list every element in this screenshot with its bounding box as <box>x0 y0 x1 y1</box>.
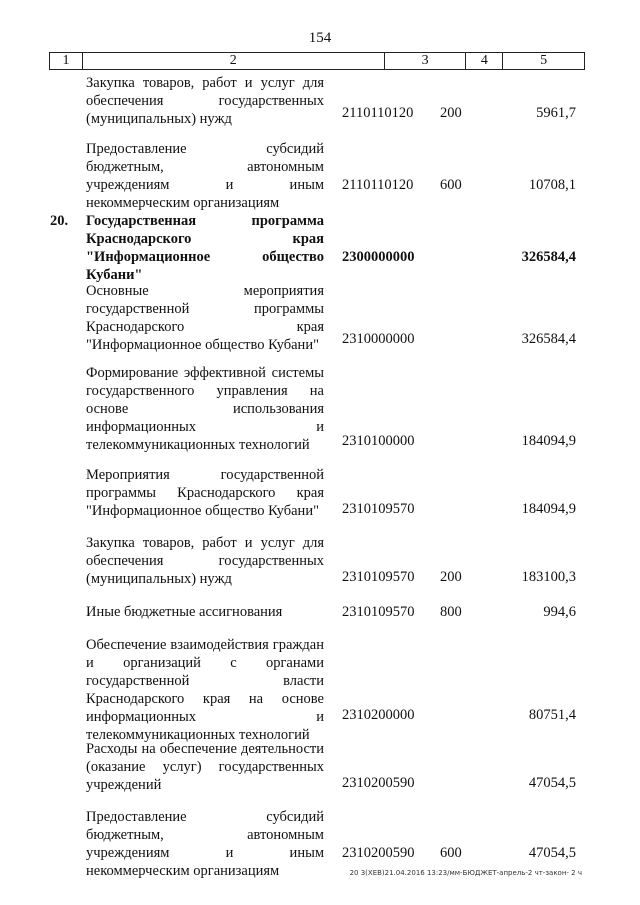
row-amount: 10708,1 <box>528 177 576 193</box>
row-code: 2300000000 <box>342 249 415 265</box>
row-amount: 994,6 <box>543 604 576 620</box>
column-header-2: 2 <box>83 53 385 69</box>
row-number: 20. <box>50 213 69 229</box>
row-expense-type: 600 <box>440 845 462 861</box>
row-amount: 184094,9 <box>521 433 576 449</box>
row-code: 2110110120 <box>342 105 414 121</box>
row-code: 2310200000 <box>342 707 415 723</box>
row-code: 2310100000 <box>342 433 415 449</box>
row-expense-type: 600 <box>440 177 462 193</box>
row-description: Иные бюджетные ассигнования <box>86 604 283 620</box>
row-amount: 326584,4 <box>521 331 576 347</box>
row-description: Закупка товаров, работ и услуг для обеспечения государственных (муниципальных) нужд <box>86 75 324 127</box>
column-header-5: 5 <box>540 53 548 68</box>
row-amount: 326584,4 <box>521 249 576 265</box>
row-expense-type: 800 <box>440 604 462 620</box>
table-header <box>49 52 585 70</box>
row-description: Мероприятия государственной программы Краснодарского края "Информационное общество Кубани" <box>86 467 324 519</box>
document-footer: 20 3(XEB)21.04.2016 13:23/мм-БЮДЖЕТ-апрель-2 чт-закон- 2 ч <box>349 869 582 877</box>
row-code: 2310109570 <box>342 569 415 585</box>
row-amount: 5961,7 <box>536 105 576 121</box>
row-description: Предоставление субсидий бюджетным, автономным учреждениям и иным некоммерческим организациям <box>86 141 324 211</box>
row-description: Формирование эффективной системы государственного управления на основе использования информационных и телекоммуникационных технологий <box>86 365 324 453</box>
row-amount: 80751,4 <box>528 707 576 723</box>
row-description: Расходы на обеспечение деятельности (оказание услуг) государственных учреждений <box>86 741 324 793</box>
column-header-3: 3 <box>385 53 467 69</box>
row-code: 2310200590 <box>342 845 415 861</box>
row-amount: 184094,9 <box>521 501 576 517</box>
row-code: 2310109570 <box>342 604 415 620</box>
row-code: 2310109570 <box>342 501 415 517</box>
row-description: Основные мероприятия государственной программы Краснодарского края "Информационное общество Кубани" <box>86 283 324 353</box>
row-amount: 47054,5 <box>528 845 576 861</box>
row-code: 2310200590 <box>342 775 415 791</box>
page-number: 154 <box>308 30 332 46</box>
row-expense-type: 200 <box>440 569 462 585</box>
row-code: 2310000000 <box>342 331 415 347</box>
row-expense-type: 200 <box>440 105 462 121</box>
row-code: 2110110120 <box>342 177 414 193</box>
row-description: Закупка товаров, работ и услуг для обеспечения государственных (муниципальных) нужд <box>86 535 324 587</box>
column-header-1: 1 <box>50 53 83 69</box>
row-description: Предоставление субсидий бюджетным, автономным учреждениям и иным некоммерческим организациям <box>86 809 324 879</box>
row-amount: 47054,5 <box>528 775 576 791</box>
column-header-4: 4 <box>466 53 503 69</box>
row-amount: 183100,3 <box>521 569 576 585</box>
row-description: Обеспечение взаимодействия граждан и организаций с органами государственной власти Краснодарского края на основе информационных и телекоммуникационных технологий <box>86 637 324 743</box>
row-description: Государственная программа Краснодарского края "Информационное общество Кубани" <box>86 213 324 283</box>
